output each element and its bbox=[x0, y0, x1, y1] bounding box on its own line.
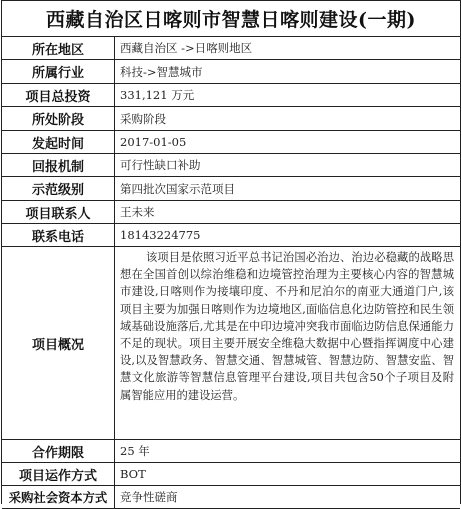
row-value: 竞争性磋商 bbox=[115, 486, 461, 509]
table-row-demo-level bbox=[2, 177, 460, 201]
row-value: 科技->智慧城市 bbox=[115, 60, 461, 84]
row-label: 回报机制 bbox=[2, 154, 115, 177]
table-row-term bbox=[2, 440, 460, 463]
table-row-contact bbox=[2, 201, 460, 224]
table-row-procurement-method bbox=[2, 486, 460, 509]
row-value: 第四批次国家示范项目 bbox=[115, 177, 461, 201]
table-row-investment bbox=[2, 84, 460, 107]
table-row-start-date bbox=[2, 131, 460, 154]
table-row-industry bbox=[2, 60, 460, 84]
row-label: 所在地区 bbox=[2, 37, 115, 60]
row-value: 采购阶段 bbox=[115, 107, 461, 131]
overview-paragraph: 该项目是依照习近平总书记治国必治边、治边必稳藏的战略思想在全国首创以综治维稳和边境管控治理为主要核心内容的智慧城市建设,日喀则作为接壤印度、不丹和尼泊尔的南亚大通道门户,该项目主要为加强日喀则作为边境地区,面临信息化边防管控和民生领域基础设施落后,尤其是在中印边境冲突我市面临边防信息保通能力不足的现状。项目主要开展安全维稳大数据中心暨指挥调度中心建设,以及智慧政务、智慧交通、智慧城管、智慧边防、智慧安监、智慧文化旅游等智慧信息管理平台建设,项目共包含50个子项目及附属智能应用的建设运营。 bbox=[115, 247, 461, 440]
row-value: 2017-01-05 bbox=[115, 131, 461, 154]
table-row-region bbox=[2, 37, 460, 60]
row-label: 项目总投资 bbox=[2, 84, 115, 107]
row-value: 西藏自治区 ->日喀则地区 bbox=[115, 37, 461, 60]
table-row-stage bbox=[2, 107, 460, 131]
row-label: 项目联系人 bbox=[2, 201, 115, 224]
project-info-card bbox=[1, 0, 461, 504]
table-row-operation-mode bbox=[2, 463, 460, 486]
row-value: BOT bbox=[115, 463, 461, 486]
row-value: 王未来 bbox=[115, 201, 461, 224]
row-label: 项目运作方式 bbox=[2, 463, 115, 486]
row-label: 项目概况 bbox=[2, 247, 115, 440]
row-label: 联系电话 bbox=[2, 224, 115, 247]
page-title: 西藏自治区日喀则市智慧日喀则建设(一期) bbox=[2, 0, 460, 37]
table-row-overview bbox=[2, 247, 460, 440]
row-label: 所属行业 bbox=[2, 60, 115, 84]
table-row-phone bbox=[2, 224, 460, 247]
table-row-return-mechanism bbox=[2, 154, 460, 177]
row-label: 发起时间 bbox=[2, 131, 115, 154]
row-value: 25 年 bbox=[115, 440, 461, 463]
row-value: 18143224775 bbox=[115, 224, 461, 247]
row-label: 示范级别 bbox=[2, 177, 115, 201]
project-info-table bbox=[2, 37, 460, 509]
row-label: 采购社会资本方式 bbox=[2, 486, 115, 509]
row-label: 合作期限 bbox=[2, 440, 115, 463]
row-value: 331,121 万元 bbox=[115, 84, 461, 107]
row-label: 所处阶段 bbox=[2, 107, 115, 131]
row-value: 可行性缺口补助 bbox=[115, 154, 461, 177]
